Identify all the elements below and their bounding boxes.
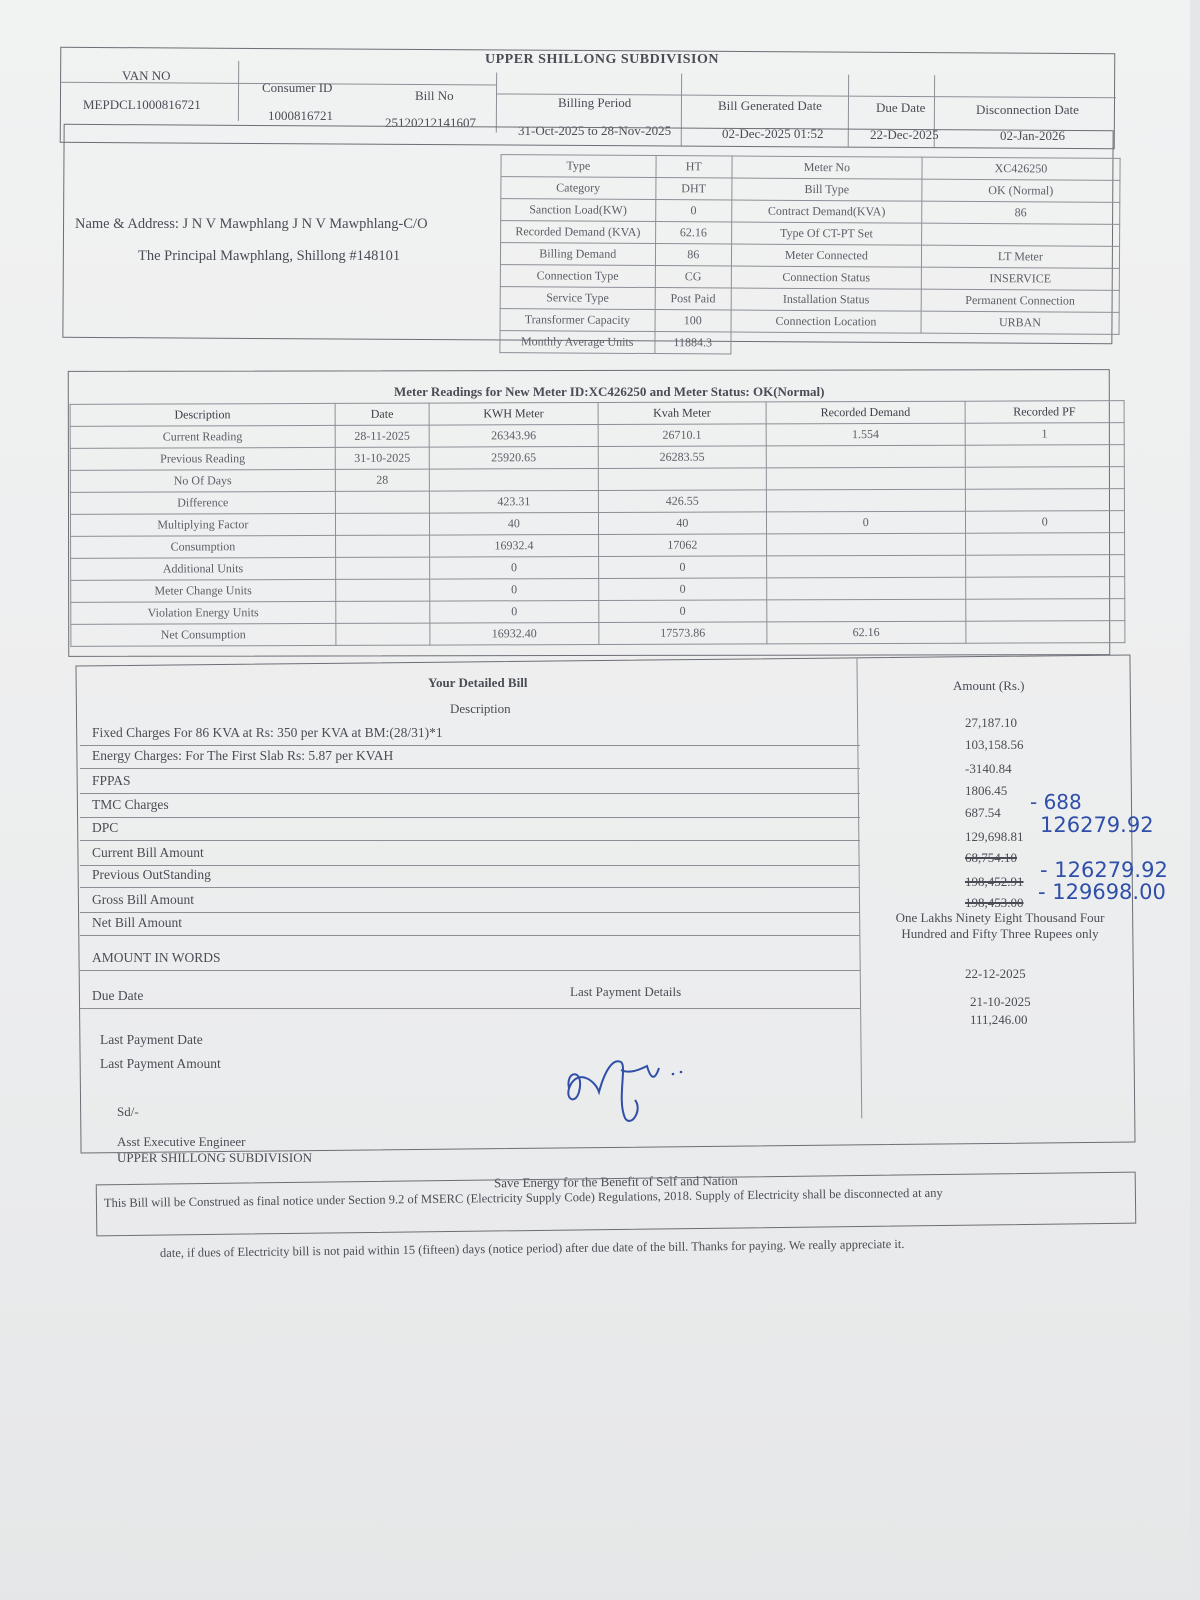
last-payment-amount: 111,246.00 <box>970 1012 1028 1027</box>
meter-cell: No Of Days <box>70 469 335 492</box>
bill-line-amount: 129,698.81 <box>965 829 1024 844</box>
van-no-label: VAN NO <box>122 68 171 83</box>
bill-line-amount: 687.54 <box>965 805 1001 821</box>
meter-cell: 40 <box>430 512 599 535</box>
meter-cell: 0 <box>598 556 766 579</box>
meter-cell <box>336 601 430 623</box>
connection-cell: Meter No <box>732 156 922 179</box>
meter-cell <box>766 489 965 512</box>
meter-cell: 1.554 <box>766 423 965 446</box>
consumer-id-value: 1000816721 <box>268 108 333 123</box>
connection-cell: 86 <box>655 244 731 266</box>
meter-cell: 0 <box>430 600 599 623</box>
connection-cell: Bill Type <box>732 178 922 201</box>
billing-period-value: 31-Oct-2025 to 28-Nov-2025 <box>518 123 672 138</box>
disconnection-date-label: Disconnection Date <box>976 102 1079 117</box>
bill-line-label: DPC <box>92 820 119 835</box>
meter-cell: 31-10-2025 <box>335 447 429 469</box>
bill-line-label: Energy Charges: For The First Slab Rs: 5.87 per KVAH <box>92 748 394 763</box>
meter-cell: 17062 <box>598 534 766 557</box>
connection-cell: Sanction Load(KW) <box>501 199 656 222</box>
meter-cell <box>965 577 1125 600</box>
connection-cell: INSERVICE <box>921 267 1119 290</box>
bill-no-label: Bill No <box>415 88 454 103</box>
meter-cell <box>965 533 1125 556</box>
meter-cell: Consumption <box>71 535 336 558</box>
meter-cell: 17573.86 <box>599 622 767 645</box>
bill-line-amount: 1806.45 <box>965 783 1008 799</box>
engineer-subdivision: UPPER SHILLONG SUBDIVISION <box>117 1150 313 1165</box>
meter-cell: 62.16 <box>767 621 966 644</box>
connection-cell: 62.16 <box>655 222 731 244</box>
connection-cell: Connection Type <box>500 265 655 288</box>
connection-cell: Transformer Capacity <box>500 309 655 332</box>
due-date-label: Due Date <box>876 100 926 115</box>
meter-cell: 423.31 <box>430 490 599 513</box>
meter-row <box>71 621 1125 647</box>
connection-cell: Monthly Average Units <box>500 331 655 354</box>
meter-column-header: Kvah Meter <box>598 402 766 425</box>
meter-cell <box>965 555 1125 578</box>
bill-line-amount: 198,452.91 <box>965 873 1024 889</box>
last-payment-amount-label: Last Payment Amount <box>100 1056 221 1071</box>
meter-cell: Current Reading <box>70 425 335 448</box>
connection-cell: XC426250 <box>922 157 1120 180</box>
meter-cell: 26343.96 <box>429 424 598 447</box>
connection-cell: 100 <box>655 310 731 332</box>
connection-cell: Type Of CT-PT Set <box>731 222 921 245</box>
disconnection-date-value: 02-Jan-2026 <box>1000 128 1065 143</box>
name-address-line2: The Principal Mawphlang, Shillong #148101 <box>138 248 401 264</box>
bill-line-label: TMC Charges <box>92 797 169 812</box>
sd-label: Sd/- <box>117 1104 139 1119</box>
meter-cell <box>335 535 429 557</box>
meter-cell <box>965 599 1125 622</box>
meter-cell: 28-11-2025 <box>335 425 429 447</box>
connection-cell: Connection Status <box>731 266 921 289</box>
meter-cell: 0 <box>766 511 965 534</box>
meter-cell: 0 <box>430 578 599 601</box>
meter-cell <box>767 599 966 622</box>
meter-cell: Previous Reading <box>70 447 335 470</box>
connection-cell: LT Meter <box>921 245 1119 268</box>
meter-cell <box>335 491 429 513</box>
save-energy-slogan: Save Energy for the Benefit of Self and Nation <box>493 1172 738 1191</box>
meter-cell: 1 <box>965 423 1125 446</box>
last-payment-title: Last Payment Details <box>570 984 682 999</box>
meter-cell: Violation Energy Units <box>71 601 336 624</box>
meter-column-header: KWH Meter <box>429 402 598 425</box>
meter-cell <box>767 555 966 578</box>
meter-cell: Additional Units <box>71 557 336 580</box>
bill-line-amount: -3140.84 <box>965 760 1012 776</box>
name-address-line1: Name & Address: J N V Mawphlang J N V Mawphlang-C/O <box>75 216 428 232</box>
meter-cell: 26710.1 <box>598 424 766 447</box>
meter-readings-table <box>70 400 1126 647</box>
connection-cell: 86 <box>922 201 1120 224</box>
connection-cell: 11884.3 <box>654 332 730 354</box>
handwritten-current-bill: 126279.92 <box>1040 813 1154 837</box>
consumer-id-label: Consumer ID <box>262 80 333 95</box>
meter-cell: 0 <box>598 578 766 601</box>
bill-line-amount: 27,187.10 <box>965 715 1017 730</box>
bill-line-label: FPPAS <box>92 773 131 788</box>
meter-readings-title: Meter Readings for New Meter ID:XC426250 and Meter Status: OK(Normal) <box>394 384 825 399</box>
meter-cell: 40 <box>598 512 766 535</box>
meter-cell: Difference <box>70 491 335 514</box>
meter-cell <box>767 577 966 600</box>
meter-cell: 0 <box>598 600 766 623</box>
connection-cell: Category <box>501 177 656 200</box>
bill-line-label: Gross Bill Amount <box>92 892 195 907</box>
connection-cell: Post Paid <box>655 288 731 310</box>
connection-cell: HT <box>656 156 732 178</box>
bill-line-label: Net Bill Amount <box>92 915 183 930</box>
due-date-value: 22-Dec-2025 <box>870 127 939 142</box>
meter-column-header: Date <box>335 403 429 425</box>
engineer-title: Asst Executive Engineer <box>117 1134 246 1149</box>
description-header: Description <box>450 701 511 716</box>
connection-cell: 0 <box>655 200 731 222</box>
meter-cell <box>965 467 1125 490</box>
bill-line-amount: 22-12-2025 <box>965 966 1026 981</box>
handwritten-tmc: - 688 <box>1030 790 1082 814</box>
bill-generated-label: Bill Generated Date <box>718 98 822 113</box>
last-payment-date: 21-10-2025 <box>970 994 1031 1009</box>
connection-cell: Installation Status <box>731 288 921 311</box>
connection-cell: Type <box>501 155 656 178</box>
connection-cell: Contract Demand(KVA) <box>732 200 922 223</box>
connection-cell: Permanent Connection <box>921 289 1119 312</box>
meter-cell <box>766 467 965 490</box>
meter-cell <box>598 468 766 491</box>
meter-column-header: Recorded Demand <box>766 401 965 424</box>
handwritten-previous-outstanding: - 126279.92 <box>1040 858 1168 882</box>
bill-line-amount: 68,754.10 <box>965 849 1017 865</box>
amount-header: Amount (Rs.) <box>953 678 1025 693</box>
meter-cell: 0 <box>430 556 599 579</box>
meter-cell <box>429 468 598 491</box>
bill-generated-value: 02-Dec-2025 01:52 <box>722 126 824 141</box>
meter-cell: 0 <box>965 511 1125 534</box>
meter-cell <box>335 557 429 579</box>
connection-cell: Billing Demand <box>500 243 655 266</box>
connection-cell <box>921 333 1119 356</box>
connection-cell: Meter Connected <box>731 244 921 267</box>
meter-cell: Multiplying Factor <box>70 513 335 536</box>
notice-line2: date, if dues of Electricity bill is not paid within 15 (fifteen) days (notice period) after due date of the bill. Thanks for paying. We really appreciate it. <box>159 1236 905 1260</box>
bill-line-amount: 103,158.56 <box>965 736 1024 752</box>
connection-cell: DHT <box>655 178 731 200</box>
connection-details-table <box>499 154 1120 357</box>
billing-period-label: Billing Period <box>558 95 632 110</box>
meter-cell <box>965 621 1125 644</box>
meter-cell <box>335 513 429 535</box>
meter-column-header: Description <box>70 403 335 426</box>
meter-cell: 25920.65 <box>429 446 598 469</box>
bill-line-label: AMOUNT IN WORDS <box>92 950 221 965</box>
connection-cell: CG <box>655 266 731 288</box>
van-no-value: MEPDCL1000816721 <box>83 97 201 112</box>
bill-line-amount: One Lakhs Ninety Eight Thousand Four Hundred and Fifty Three Rupees only <box>895 910 1105 941</box>
connection-cell <box>731 332 921 355</box>
meter-cell: 16932.40 <box>430 622 599 645</box>
connection-cell: Service Type <box>500 287 655 310</box>
bill-line-label: Due Date <box>92 988 144 1003</box>
bill-line-label: Previous OutStanding <box>92 867 211 882</box>
notice-line1: This Bill will be Construed as final notice under Section 9.2 of MSERC (Electricity Supply Code) Regulations, 2018. Supply of Electricity shall be disconnected at any <box>103 1185 943 1210</box>
connection-cell: OK (Normal) <box>922 179 1120 202</box>
connection-row <box>500 331 1119 357</box>
meter-cell: 28 <box>335 469 429 491</box>
meter-cell <box>766 445 965 468</box>
meter-column-header: Recorded PF <box>965 401 1125 424</box>
meter-cell: 426.55 <box>598 490 766 513</box>
meter-cell: 26283.55 <box>598 446 766 469</box>
connection-cell: Recorded Demand (KVA) <box>501 221 656 244</box>
signature-mark <box>555 1040 695 1130</box>
bill-line-label: Current Bill Amount <box>92 845 204 860</box>
subdivision-title: UPPER SHILLONG SUBDIVISION <box>485 52 719 67</box>
handwritten-gross-bill: - 129698.00 <box>1038 880 1166 904</box>
connection-cell: URBAN <box>921 311 1119 334</box>
meter-cell <box>335 579 429 601</box>
meter-cell <box>336 623 430 645</box>
meter-cell: 16932.4 <box>430 534 599 557</box>
last-payment-date-label: Last Payment Date <box>100 1032 203 1047</box>
detailed-bill-title: Your Detailed Bill <box>428 675 528 690</box>
meter-cell <box>965 445 1125 468</box>
meter-cell: Net Consumption <box>71 623 336 646</box>
meter-cell <box>767 533 966 556</box>
connection-cell <box>921 223 1119 246</box>
bill-no-value: 25120212141607 <box>385 115 476 130</box>
bill-line-amount: 198,453.00 <box>965 895 1024 911</box>
meter-cell: Meter Change Units <box>71 579 336 602</box>
meter-cell <box>965 489 1125 512</box>
connection-cell: Connection Location <box>731 310 921 333</box>
bill-line-label: Fixed Charges For 86 KVA at Rs: 350 per KVA at BM:(28/31)*1 <box>92 725 443 740</box>
